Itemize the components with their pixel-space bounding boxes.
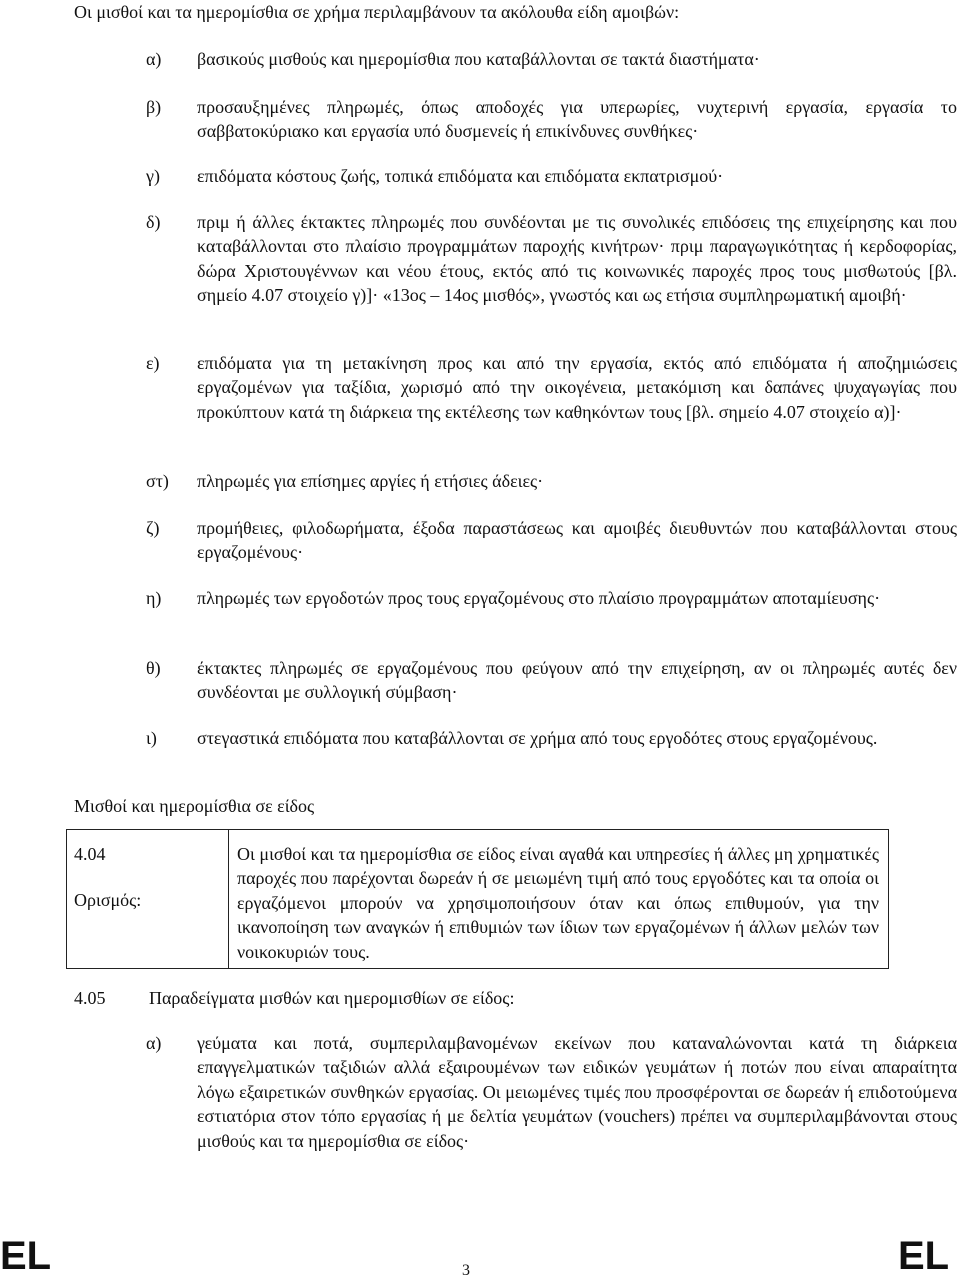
list-marker: γ) — [146, 166, 160, 186]
list-marker: στ) — [146, 471, 169, 491]
definition-number: 4.04 — [74, 844, 106, 864]
footer-language-right: EL — [898, 1234, 950, 1278]
intro-text: Οι μισθοί και τα ημερομίσθια σε χρήμα περιλαμβάνουν τα ακόλουθα είδη αμοιβών: — [74, 2, 680, 22]
list-item: επιδόματα για τη μετακίνηση προς και από την εργασία, εκτός από επιδόματα ή αποζημιώσεις εργαζομένων για ταξίδια, χωρισμό από την οικογένεια, μετακόμιση και δαπάνες ψυχαγωγίας που προκύπτουν κατά τη διάρκεια της εκτέλεσης των καθηκόντων τους [βλ. σημείο 4.07 στοιχείο α)]· — [197, 353, 957, 422]
list-item: πριμ ή άλλες έκτακτες πληρωμές που συνδέονται με τις συνολικές επιδόσεις της επιχείρησης και που καταβάλλονται στο πλαίσιο προγραμμάτων παροχής κινήτρων· πριμ παραγωγικότητας ή κερδοφορίας, δώρα Χριστουγέννων και νέου έτους, εκτός από τις κοινωνικές παροχές προς τους μισθωτούς [βλ. σημείο 4.07 στοιχείο γ)]· «13ος – 14ος μισθός», γνωστός και ως ετήσια συμπληρωματική αμοιβή· — [197, 212, 957, 306]
list-marker: ε) — [146, 353, 160, 373]
list-item: πληρωμές για επίσημες αργίες ή ετήσιες άδειες· — [197, 471, 544, 491]
list-item: βασικούς μισθούς και ημερομίσθια που καταβάλλονται σε τακτά διαστήματα· — [197, 49, 760, 69]
list-item: γεύματα και ποτά, συμπεριλαμβανομένων εκείνων που καταναλώνονται κατά τη διάρκεια επαγγελματικών ταξιδιών αλλά εξαιρουμένων των ειδικών γευμάτων ή ποτών που είναι απαραίτητα λόγω εξαιρετικών συνθηκών εργασίας. Οι μειωμένες τιμές που προσφέρονται σε δωρεάν ή επιδοτούμενα εστιατόρια στον τόπο εργασίας ή με δελτία γευμάτων (vouchers) πρέπει να συμπεριλαμβάνονται στους μισθούς και τα ημερομίσθια σε είδος· — [197, 1033, 957, 1151]
list-item: επιδόματα κόστους ζωής, τοπικά επιδόματα και επιδόματα εκπατρισμού· — [197, 166, 724, 186]
list-item: έκτακτες πληρωμές σε εργαζομένους που φεύγουν από την επιχείρηση, αν οι πληρωμές αυτές δεν συνδέονται με συλλογική σύμβαση· — [197, 658, 957, 703]
definition-label: Ορισμός: — [74, 890, 142, 910]
list-item: προσαυξημένες πληρωμές, όπως αποδοχές για υπερωρίες, νυχτερινή εργασία, εργασία το σαββατοκύριακο και εργασία υπό δυσμενείς ή επικίνδυνες συνθήκες· — [197, 97, 957, 142]
definition-divider — [228, 830, 229, 968]
list-item: πληρωμές των εργοδοτών προς τους εργαζομένους στο πλαίσιο προγραμμάτων αποταμίευσης· — [197, 588, 881, 608]
list-marker: α) — [146, 49, 162, 69]
list-marker: δ) — [146, 212, 161, 232]
list-marker: ι) — [146, 728, 157, 748]
list-marker: α) — [146, 1033, 162, 1053]
list-marker: θ) — [146, 658, 161, 678]
footer-language-left: EL — [0, 1234, 52, 1278]
list-item: στεγαστικά επιδόματα που καταβάλλονται σε χρήμα από τους εργοδότες στους εργαζομένους. — [197, 728, 878, 748]
section-heading: Μισθοί και ημερομίσθια σε είδος — [74, 796, 315, 816]
list-marker: β) — [146, 97, 162, 117]
list-marker: ζ) — [146, 518, 160, 538]
definition-text: Οι μισθοί και τα ημερομίσθια σε είδος είναι αγαθά και υπηρεσίες ή άλλες μη χρηματικές παροχές που παρέχονται δωρεάν ή σε μειωμένη τιμή από τους εργοδότες και τα οποία οι εργαζόμενοι μπορούν να χρησιμοποιήσουν όταν και όπως επιθυμούν, για την ικανοποίηση των αναγκών ή επιθυμιών των ίδιων των εργαζομένων ή άλλων μελών των νοικοκυριών τους. — [237, 844, 879, 962]
page-number: 3 — [462, 1262, 470, 1279]
list-item: προμήθειες, φιλοδωρήματα, έξοδα παραστάσεως και αμοιβές διευθυντών που καταβάλλονται στους εργαζομένους· — [197, 518, 957, 563]
examples-number: 4.05 — [74, 988, 106, 1008]
list-marker: η) — [146, 588, 162, 608]
examples-title: Παραδείγματα μισθών και ημερομισθίων σε είδος: — [149, 988, 515, 1008]
